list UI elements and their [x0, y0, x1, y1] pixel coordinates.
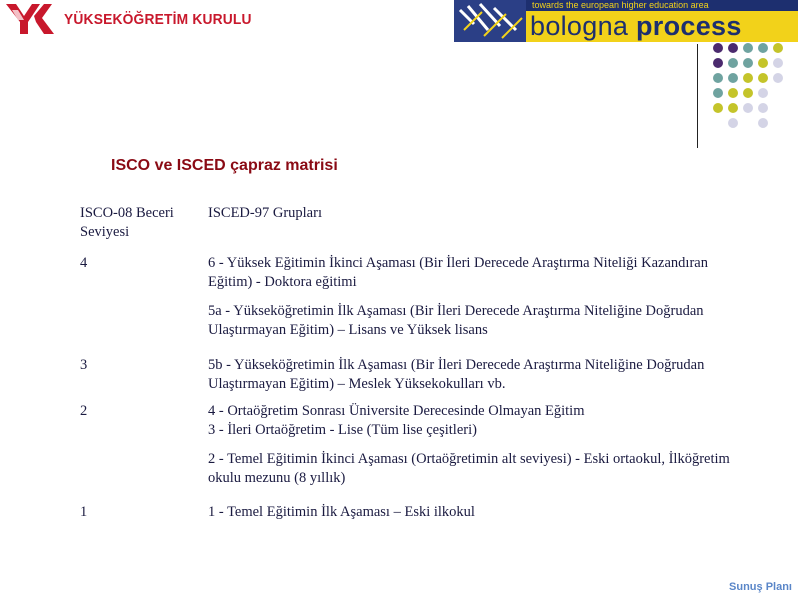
- matrix-row: [80, 356, 730, 393]
- yok-emblem-icon: [4, 2, 62, 36]
- matrix-row: [80, 254, 730, 339]
- decorative-dot: [713, 43, 723, 53]
- decorative-dot: [728, 43, 738, 53]
- bologna-name: [530, 11, 742, 41]
- decorative-dot: [758, 118, 768, 128]
- isced-entry: 2 - Temel Eğitimin İkinci Aşaması (Ortaöğretimin alt seviyesi) - Eski ortaokul, İlköğretim okulu mezunu (8 yıllık): [208, 451, 730, 486]
- presentation-plan-link[interactable]: Sunuş Planı: [729, 581, 792, 593]
- decorative-dot: [728, 103, 738, 113]
- decorative-dot: [728, 73, 738, 83]
- bologna-wordmark: [526, 0, 798, 42]
- skill-level: 4: [80, 255, 88, 271]
- isced-groups: [208, 356, 730, 393]
- matrix-row: [80, 503, 730, 522]
- isced-entry: 3 - İleri Ortaöğretim - Lise (Tüm lise çeşitleri): [208, 421, 477, 438]
- decorative-dot: [728, 58, 738, 68]
- skill-level: 3: [80, 357, 88, 373]
- isco-isced-matrix: [80, 204, 730, 522]
- decorative-dot: [758, 73, 768, 83]
- isced-column-header: ISCED-97 Grupları: [208, 205, 322, 221]
- decorative-dot: [743, 88, 753, 98]
- decorative-dot: [743, 58, 753, 68]
- yok-logo-text: YÜKSEKÖĞRETİM KURULU: [64, 10, 252, 28]
- decorative-dot: [758, 103, 768, 113]
- skill-level: 2: [80, 403, 88, 419]
- process-word: process: [636, 11, 742, 41]
- skill-level: 1: [80, 504, 88, 520]
- decorative-dot: [743, 43, 753, 53]
- matrix-row: [80, 402, 730, 487]
- decorative-dot: [728, 88, 738, 98]
- isco-column-header: ISCO-08 Beceri Seviyesi: [80, 205, 174, 240]
- isced-entry: 6 - Yüksek Eğitimin İkinci Aşaması (Bir İleri Derecede Araştırma Niteliği Kazandıran Eğitim) - Doktora eğitimi: [208, 255, 708, 290]
- isced-entry: 5a - Yükseköğretimin İlk Aşaması (Bir İleri Derecede Araştırma Niteliğine Doğrudan Ulaştırmayan Eğitim) – Lisans ve Yüksek lisans: [208, 303, 704, 338]
- decorative-dot: [713, 88, 723, 98]
- isced-entry: 1 - Temel Eğitimin İlk Aşaması – Eski ilkokul: [208, 504, 475, 520]
- decorative-dot: [728, 118, 738, 128]
- matrix-header-row: [80, 204, 730, 241]
- bologna-stars-icon: [454, 0, 526, 42]
- bologna-process-logo: [454, 0, 798, 42]
- yok-logo: [4, 2, 252, 36]
- page-title: ISCO ve ISCED çapraz matrisi: [111, 157, 338, 174]
- isced-entry: 4 - Ortaöğretim Sonrası Üniversite Derecesinde Olmayan Eğitim: [208, 403, 585, 419]
- decorative-dot: [758, 58, 768, 68]
- decorative-dot: [758, 88, 768, 98]
- header-divider: [697, 44, 698, 148]
- decorative-dot: [713, 73, 723, 83]
- decorative-dot: [758, 43, 768, 53]
- decorative-dot: [773, 73, 783, 83]
- isced-groups: [208, 254, 730, 339]
- decorative-dot: [773, 58, 783, 68]
- decorative-dot: [773, 43, 783, 53]
- isced-groups: [208, 402, 730, 487]
- isced-groups: [208, 503, 730, 522]
- decorative-dot: [713, 58, 723, 68]
- decorative-dot: [743, 103, 753, 113]
- decorative-dot: [713, 103, 723, 113]
- decorative-dot: [743, 73, 753, 83]
- bologna-word: bologna: [530, 11, 629, 41]
- isced-entry: 5b - Yükseköğretimin İlk Aşaması (Bir İleri Derecede Araştırma Niteliğine Doğrudan Ulaştırmayan Eğitim) – Meslek Yüksekokulları vb.: [208, 357, 705, 392]
- bologna-tagline: towards the european higher education area: [526, 0, 798, 11]
